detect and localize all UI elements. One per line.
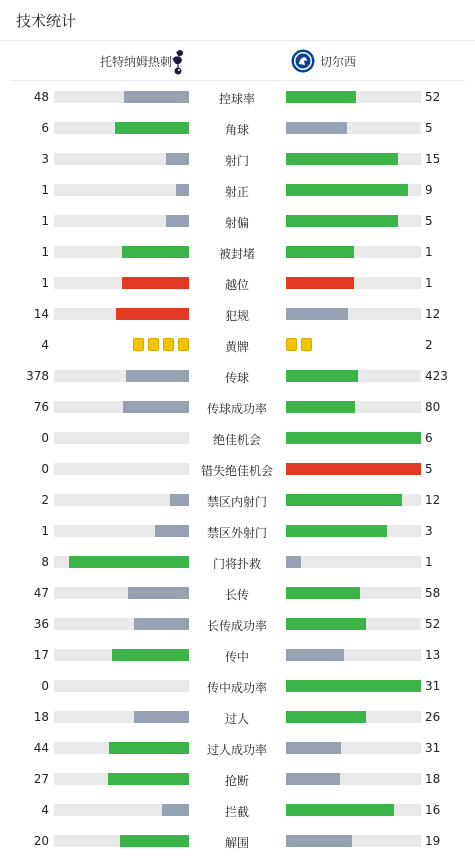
away-stat-value: 80 [425, 400, 441, 414]
stat-label: 被封堵 [218, 247, 255, 261]
away-stat-bar-fill [286, 773, 340, 785]
away-stat-value: 12 [425, 493, 441, 507]
away-stat-bar-fill [286, 91, 356, 103]
home-yellow-cards [129, 338, 189, 352]
yellow-card-icon [286, 338, 297, 351]
away-stat-bar-fill [286, 649, 344, 661]
stat-label: 抢断 [224, 774, 249, 788]
home-stat-value: 1 [41, 524, 49, 538]
stat-label: 射门 [224, 154, 249, 168]
stat-row [0, 609, 475, 640]
home-stat-bar-fill [122, 277, 190, 289]
away-stat-bar-track [286, 91, 421, 103]
stat-row [0, 640, 475, 671]
stat-row [0, 82, 475, 113]
home-stat-bar-fill [112, 649, 189, 661]
away-stat-bar-track [286, 525, 421, 537]
away-stat-bar-fill [286, 835, 352, 847]
stat-row [0, 733, 475, 764]
home-stat-value: 378 [26, 369, 49, 383]
away-stat-value: 423 [425, 369, 448, 383]
away-stat-value: 13 [425, 648, 441, 662]
home-stat-bar-fill [69, 556, 189, 568]
header [0, 0, 475, 41]
away-stat-bar-fill [286, 742, 341, 754]
stat-row [0, 423, 475, 454]
home-stat-bar-track [54, 91, 189, 103]
away-stat-bar-track [286, 153, 421, 165]
home-stat-bar-fill [134, 618, 189, 630]
home-stat-bar-track [54, 184, 189, 196]
stat-label: 传中成功率 [206, 681, 267, 695]
home-stat-value: 17 [33, 648, 49, 662]
home-stat-bar-track [54, 680, 189, 692]
yellow-card-icon [178, 338, 189, 351]
away-stat-bar-fill [286, 618, 366, 630]
away-stat-bar-track [286, 618, 421, 630]
home-stat-value: 20 [33, 834, 49, 848]
home-stat-bar-track [54, 432, 189, 444]
away-stat-bar-track [286, 835, 421, 847]
home-stat-bar-track [54, 277, 189, 289]
away-stat-bar-track [286, 370, 421, 382]
home-stat-bar-track [54, 401, 189, 413]
away-stat-bar-track [286, 184, 421, 196]
home-stat-bar-track [54, 246, 189, 258]
away-stat-bar-fill [286, 556, 301, 568]
stat-label: 错失绝佳机会 [200, 464, 273, 478]
home-stat-bar-track [54, 556, 189, 568]
home-stat-value: 6 [41, 121, 49, 135]
stat-label: 犯规 [224, 309, 249, 323]
home-stat-bar-track [54, 711, 189, 723]
stat-row [0, 454, 475, 485]
home-stat-bar-track [54, 153, 189, 165]
chelsea-crest-icon [291, 49, 315, 73]
away-stat-bar-fill [286, 215, 398, 227]
stat-row [0, 547, 475, 578]
home-stat-value: 1 [41, 183, 49, 197]
away-stat-value: 52 [425, 617, 441, 631]
home-stat-bar-track [54, 773, 189, 785]
home-stat-bar-fill [134, 711, 189, 723]
home-stat-value: 8 [41, 555, 49, 569]
away-stat-value: 26 [425, 710, 441, 724]
away-stat-bar-track [286, 804, 421, 816]
home-stat-bar-fill [120, 835, 189, 847]
stat-row [0, 671, 475, 702]
away-stat-bar-fill [286, 370, 358, 382]
home-stat-value: 4 [41, 338, 49, 352]
stat-label: 禁区外射门 [206, 526, 267, 540]
home-stat-bar-fill [128, 587, 189, 599]
away-stat-value: 1 [425, 276, 433, 290]
home-stat-value: 0 [41, 679, 49, 693]
home-stat-bar-track [54, 649, 189, 661]
home-stat-bar-fill [166, 215, 189, 227]
stat-row [0, 578, 475, 609]
home-stat-value: 36 [33, 617, 49, 631]
home-stat-bar-track [54, 618, 189, 630]
away-stat-bar-track [286, 432, 421, 444]
away-stat-bar-fill [286, 711, 366, 723]
away-stat-bar-track [286, 277, 421, 289]
stat-label: 射偏 [224, 216, 249, 230]
stat-row [0, 330, 475, 361]
away-stat-bar-fill [286, 246, 354, 258]
home-stat-value: 1 [41, 276, 49, 290]
stat-label: 过人 [224, 712, 249, 726]
home-stat-value: 76 [33, 400, 49, 414]
away-yellow-cards [286, 338, 316, 352]
home-stat-bar-track [54, 835, 189, 847]
away-stat-bar-fill [286, 525, 387, 537]
away-stat-bar-fill [286, 432, 421, 444]
stat-label: 传球 [224, 371, 249, 385]
stat-label: 绝佳机会 [212, 433, 261, 447]
stat-row [0, 392, 475, 423]
home-stat-bar-fill [126, 370, 189, 382]
stat-row [0, 795, 475, 826]
away-stat-bar-fill [286, 680, 421, 692]
away-stat-value: 12 [425, 307, 441, 321]
home-stat-value: 4 [41, 803, 49, 817]
home-stat-value: 1 [41, 245, 49, 259]
away-stat-bar-track [286, 494, 421, 506]
away-stat-bar-track [286, 556, 421, 568]
away-stat-value: 52 [425, 90, 441, 104]
stat-label: 禁区内射门 [206, 495, 267, 509]
away-stat-value: 1 [425, 555, 433, 569]
away-team-name: 切尔西 [320, 55, 357, 69]
home-stat-bar-track [54, 587, 189, 599]
stat-label: 角球 [224, 123, 249, 137]
home-stat-bar-track [54, 804, 189, 816]
away-stat-value: 31 [425, 679, 441, 693]
home-stat-value: 1 [41, 214, 49, 228]
away-stat-bar-fill [286, 804, 394, 816]
stat-row [0, 268, 475, 299]
home-stat-bar-fill [162, 804, 189, 816]
home-stat-value: 48 [33, 90, 49, 104]
stat-row [0, 826, 475, 857]
away-stat-value: 18 [425, 772, 441, 786]
home-stat-value: 44 [33, 741, 49, 755]
home-stat-value: 2 [41, 493, 49, 507]
stat-row [0, 175, 475, 206]
away-stat-value: 5 [425, 214, 433, 228]
home-stat-value: 0 [41, 462, 49, 476]
stat-row [0, 516, 475, 547]
home-stat-bar-fill [124, 91, 189, 103]
away-stat-value: 15 [425, 152, 441, 166]
home-stat-bar-fill [115, 122, 189, 134]
home-stat-value: 14 [33, 307, 49, 321]
yellow-card-icon [148, 338, 159, 351]
home-stat-bar-fill [166, 153, 189, 165]
home-stat-bar-fill [123, 401, 189, 413]
away-stat-bar-track [286, 215, 421, 227]
tottenham-crest-icon [170, 47, 186, 75]
home-stat-bar-fill [122, 246, 190, 258]
away-stat-value: 31 [425, 741, 441, 755]
home-stat-bar-track [54, 370, 189, 382]
away-stat-bar-track [286, 649, 421, 661]
stat-label: 解围 [224, 836, 249, 850]
away-stat-bar-track [286, 122, 421, 134]
away-stat-bar-track [286, 401, 421, 413]
home-stat-bar-fill [176, 184, 190, 196]
away-stat-bar-fill [286, 494, 402, 506]
home-stat-bar-track [54, 122, 189, 134]
stat-label: 传球成功率 [206, 402, 267, 416]
away-stat-bar-track [286, 246, 421, 258]
stat-label: 越位 [224, 278, 249, 292]
stat-row [0, 206, 475, 237]
away-stat-value: 2 [425, 338, 433, 352]
stat-row [0, 237, 475, 268]
away-stat-value: 3 [425, 524, 433, 538]
stat-label: 黄牌 [224, 340, 249, 354]
away-stat-bar-fill [286, 153, 398, 165]
stat-label: 长传 [224, 588, 249, 602]
page-title: 技术统计 [16, 12, 77, 30]
home-stat-bar-fill [109, 742, 189, 754]
away-stat-value: 16 [425, 803, 441, 817]
stat-label: 射正 [224, 185, 249, 199]
stat-row [0, 299, 475, 330]
teams-header [10, 41, 465, 81]
home-stat-value: 18 [33, 710, 49, 724]
away-stat-bar-fill [286, 122, 347, 134]
away-stat-value: 9 [425, 183, 433, 197]
yellow-card-icon [133, 338, 144, 351]
stat-row [0, 485, 475, 516]
stat-row [0, 702, 475, 733]
yellow-card-icon [301, 338, 312, 351]
home-team-name: 托特纳姆热刺 [99, 55, 172, 69]
home-stat-bar-track [54, 525, 189, 537]
home-stat-value: 3 [41, 152, 49, 166]
away-stat-bar-fill [286, 463, 421, 475]
away-stat-value: 6 [425, 431, 433, 445]
home-stat-bar-track [54, 494, 189, 506]
away-stat-bar-fill [286, 277, 354, 289]
home-stat-bar-fill [116, 308, 189, 320]
home-stat-value: 27 [33, 772, 49, 786]
away-stat-bar-track [286, 711, 421, 723]
home-stat-bar-fill [170, 494, 189, 506]
home-stat-value: 0 [41, 431, 49, 445]
away-stat-bar-track [286, 773, 421, 785]
stat-label: 传中 [224, 650, 249, 664]
away-stat-value: 5 [425, 121, 433, 135]
stat-label: 长传成功率 [206, 619, 267, 633]
away-stat-bar-track [286, 587, 421, 599]
stat-label: 控球率 [218, 92, 255, 106]
home-stat-bar-fill [155, 525, 189, 537]
home-stat-bar-track [54, 215, 189, 227]
stat-row [0, 113, 475, 144]
yellow-card-icon [163, 338, 174, 351]
stat-row [0, 764, 475, 795]
away-stat-bar-track [286, 308, 421, 320]
home-stat-bar-track [54, 308, 189, 320]
away-stat-bar-track [286, 463, 421, 475]
home-stat-bar-track [54, 463, 189, 475]
home-stat-bar-fill [108, 773, 189, 785]
away-stat-value: 5 [425, 462, 433, 476]
away-stat-bar-fill [286, 587, 360, 599]
stat-label: 门将扑救 [212, 557, 261, 571]
home-stat-value: 47 [33, 586, 49, 600]
home-stat-bar-track [54, 742, 189, 754]
away-stat-bar-fill [286, 308, 348, 320]
away-stat-bar-track [286, 680, 421, 692]
away-stat-value: 19 [425, 834, 441, 848]
stat-label: 过人成功率 [206, 743, 267, 757]
away-stat-bar-fill [286, 401, 355, 413]
away-stat-bar-fill [286, 184, 408, 196]
stat-row [0, 361, 475, 392]
stat-row [0, 144, 475, 175]
away-stat-value: 58 [425, 586, 441, 600]
stat-label: 拦截 [224, 805, 249, 819]
away-stat-value: 1 [425, 245, 433, 259]
away-stat-bar-track [286, 742, 421, 754]
